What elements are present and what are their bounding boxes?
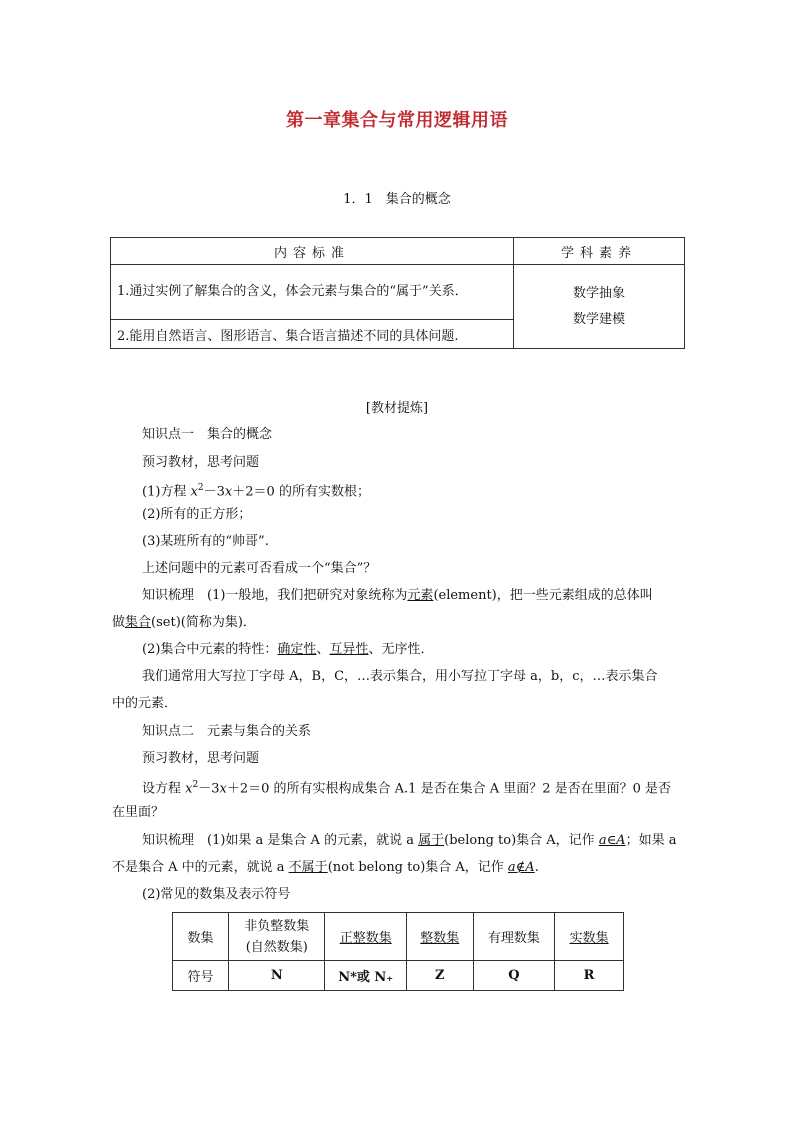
term-set: 集合 — [125, 615, 152, 630]
natural-label: (自然数集) — [245, 939, 308, 955]
section-label: [教材提炼] — [365, 401, 429, 416]
term-belong: 属于 — [418, 833, 445, 848]
kp2-heading: 知识点二 元素与集合的关系 — [142, 724, 312, 739]
standard-row-1: 1.通过实例了解集合的含义，体会元素与集合的“属于”关系． — [111, 265, 514, 320]
section-title: 1．1 集合的概念 — [343, 192, 451, 207]
q-text: ＋2＝0 的所有实根构成集合 A.1 是否在集合 A 里面？2 是否在里面？0 是否 — [226, 781, 672, 797]
q-text: 设方程 — [142, 781, 186, 797]
positive-label: 正整数集 — [339, 931, 392, 946]
kp1-sort-line-2 — [112, 612, 256, 633]
kp1-question-3: (3)某班所有的“帅哥”. — [142, 534, 269, 549]
term-distinctness: 互异性 — [329, 642, 369, 657]
sort-text: (2)集合中元素的特性： — [142, 642, 278, 657]
cell-reals — [555, 913, 624, 961]
literacy-item: 数学抽象 — [572, 285, 625, 301]
q-sup: 2 — [192, 780, 199, 790]
notation-in: a∈A — [598, 833, 626, 848]
kp2-sort-line-2 — [112, 857, 539, 878]
number-set-table — [172, 912, 624, 991]
sort-text: (belong to)集合 A，记作 — [444, 833, 599, 848]
term-not-belong: 不属于 — [288, 860, 328, 875]
kp2-sort-line-1 — [142, 830, 676, 851]
content-standard-header: 内容标准 — [111, 238, 514, 265]
literacy-header: 学科素养 — [514, 238, 685, 265]
kp2-preview: 预习教材，思考问题 — [142, 751, 260, 766]
q1-text: ＋2＝0 的所有实数根； — [232, 484, 370, 500]
kp1-sort-line-1 — [142, 585, 653, 606]
symbol-q: Q — [473, 961, 555, 991]
sort-text: 知识梳理 (1)如果 a 是集合 A 的元素，就说 a — [142, 833, 419, 848]
kp1-question-4: 上述问题中的元素可否看成一个“集合”？ — [142, 561, 377, 576]
standard-row-2: 2.能用自然语言、图形语言、集合语言描述不同的具体问题. — [111, 320, 514, 349]
row-label-symbols: 符号 — [173, 961, 229, 991]
kp2-question-line-2: 在里面？ — [112, 805, 165, 820]
symbol-r: R — [555, 961, 624, 991]
sort-text: (element)，把一些元素组成的总体叫 — [433, 588, 653, 603]
sort-text: 、无序性． — [368, 642, 434, 657]
chapter-title: 第一章集合与常用逻辑用语 — [286, 110, 508, 131]
sort-text: 知识梳理 (1)一般地，我们把研究对象统称为 — [142, 588, 408, 603]
literacy-item: 数学建模 — [572, 311, 625, 327]
symbol-z: Z — [406, 961, 473, 991]
sort-text: ；如果 a — [625, 833, 677, 848]
q1-text: －3 — [203, 484, 225, 500]
kp1-sort-line-3 — [142, 639, 433, 660]
kp1-question-1 — [142, 478, 370, 502]
real-label: 实数集 — [569, 931, 609, 946]
term-element: 元素 — [407, 588, 434, 603]
q1-text: (1)方程 — [142, 484, 191, 500]
q1-sup: 2 — [197, 483, 204, 493]
cell-nonnegative-integers — [229, 913, 325, 961]
sort-text: 做 — [112, 615, 126, 630]
cell-integers — [406, 913, 473, 961]
q-text: －3 — [198, 781, 220, 797]
cell-rationals: 有理数集 — [473, 913, 555, 961]
kp2-common-sets: (2)常见的数集及表示符号 — [142, 887, 291, 902]
q-var: x — [219, 781, 227, 797]
row-label-sets: 数集 — [173, 913, 229, 961]
cell-positive-integers — [325, 913, 407, 961]
kp1-sort-line-4: 我们通常用大写拉丁字母 A，B，C，…表示集合，用小写拉丁字母 a，b，c，…表示集合 — [142, 669, 658, 684]
notation-not-in: a∉A — [507, 860, 535, 875]
kp1-heading: 知识点一 集合的概念 — [142, 427, 273, 442]
sort-text: (set)(简称为集)． — [151, 615, 256, 630]
literacy-cell — [514, 265, 685, 349]
symbol-positive: N*或 N₊ — [325, 961, 407, 991]
q-var: x — [185, 781, 193, 797]
symbol-n: N — [229, 961, 325, 991]
sort-text: . — [534, 860, 539, 875]
sort-text: 、 — [316, 642, 330, 657]
kp1-question-2: (2)所有的正方形； — [142, 507, 252, 522]
kp2-question-line-1 — [142, 775, 671, 799]
term-determinacy: 确定性 — [277, 642, 317, 657]
nonnegative-label: 非负整数集 — [244, 918, 310, 934]
kp1-sort-line-5: 中的元素． — [112, 696, 178, 711]
q1-var: x — [224, 484, 233, 500]
kp1-preview: 预习教材，思考问题 — [142, 455, 260, 470]
q1-var: x — [190, 484, 198, 500]
integer-label: 整数集 — [420, 931, 460, 946]
sort-text: (not belong to)集合 A，记作 — [327, 860, 508, 875]
standards-table — [110, 237, 685, 349]
sort-text: 不是集合 A 中的元素，就说 a — [112, 860, 289, 875]
